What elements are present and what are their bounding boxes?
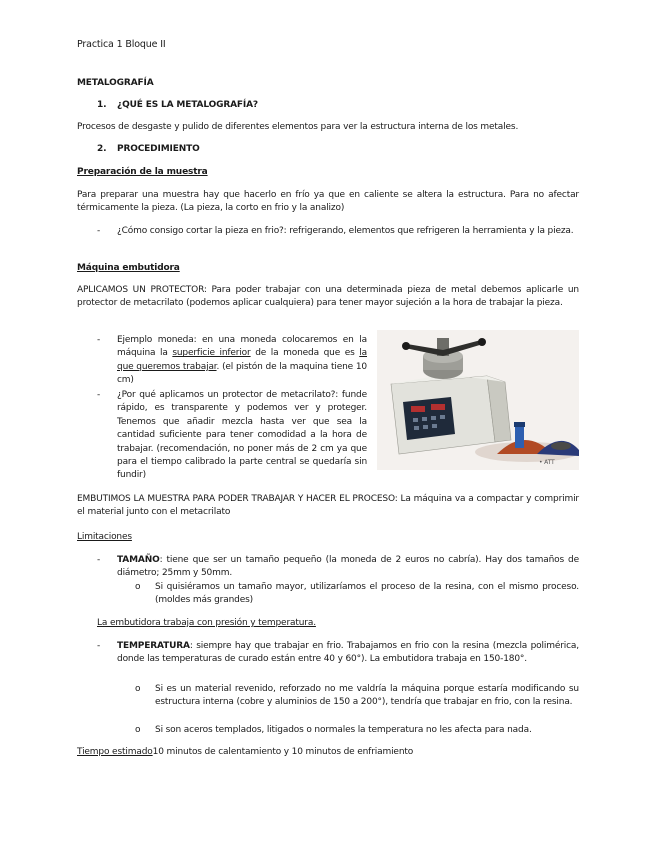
- paragraph: APLICAMOS UN PROTECTOR: Para poder trabajar con una determinada pieza de metal debemos aplicarle un protector de metacrilato (podemos aplicar cualquiera) para tener mayor sujeción a la hora de trabajar la pieza.: [77, 285, 579, 309]
- bold-label: TEMPERATURA: [117, 641, 190, 651]
- bullet-dash: -: [97, 335, 101, 345]
- underlined-text: superficie inferior: [172, 348, 251, 359]
- text-span: de la moneda que es: [250, 348, 360, 359]
- sub-bullet-text: Si es un material revenido, reforzado no me valdría la máquina porque estaría modificando su estructura interna (cobre y aluminios de 150 a 200°), tendría que trabajar en frio, con la resina.: [155, 684, 579, 708]
- bullet-dash: -: [97, 555, 101, 565]
- embedding-machine-photo: [377, 330, 579, 470]
- underlined-text: Tiempo estimado: [77, 747, 153, 757]
- paragraph: La embutidora trabaja con presión y temperatura.: [97, 618, 316, 628]
- paragraph: EMBUTIMOS LA MUESTRA PARA PODER TRABAJAR Y HACER EL PROCESO: La máquina va a compactar y comprimir el material junto con el metacrilato: [77, 494, 579, 518]
- bullet-text: [117, 640, 579, 667]
- bold-label: TAMAÑO: [117, 555, 160, 565]
- bullet-circle: o: [135, 582, 141, 592]
- bullet-dash: -: [97, 226, 101, 236]
- text-span: : tiene que ser un tamaño pequeño (la moneda de 2 euros no cabría). Hay dos tamaños de diámetro; 25mm y 50mm.: [117, 555, 579, 579]
- subsection-heading: Máquina embutidora: [77, 263, 180, 273]
- subsection-heading: Preparación de la muestra: [77, 167, 208, 177]
- paragraph: [77, 746, 579, 759]
- machine-illustration: [377, 330, 579, 470]
- section-number: 1.: [97, 100, 107, 110]
- sub-bullet-text: Si quisiéramos un tamaño mayor, utilizaríamos el proceso de la resina, con el mismo proceso. (moldes más grandes): [155, 582, 579, 606]
- sub-bullet-text: Si son aceros templados, litigados o normales la temperatura no les afecta para nada.: [155, 725, 532, 735]
- text-span: Ejemplo moneda: en una moneda colocaremos en la máquina la: [117, 335, 367, 359]
- document-title: METALOGRAFÍA: [77, 78, 154, 88]
- text-span: . (el pistón de la maquina tiene 10 cm): [117, 361, 367, 386]
- section-number: 2.: [97, 144, 107, 154]
- bullet-text: [117, 334, 367, 388]
- page-header: Practica 1 Bloque II: [77, 39, 166, 50]
- bullet-text: ¿Cómo consigo cortar la pieza en frio?: refrigerando, elementos que refrigeren la herramienta y la pieza.: [117, 226, 574, 236]
- bullet-text: [117, 554, 579, 581]
- section-heading: ¿QUÉ ES LA METALOGRAFÍA?: [117, 100, 258, 110]
- text-span: : siempre hay que trabajar en frio. Trabajamos en frio con la resina (mezcla polimérica, donde las temperaturas de curado están entre 40 y 60°). La embutidora trabaja en 150-180°.: [117, 641, 579, 665]
- bullet-circle: o: [135, 725, 141, 735]
- paragraph: Para preparar una muestra hay que hacerlo en frío ya que en caliente se altera la estructura. Para no afectar térmicamente la pieza. (La pieza, la corto en frio y la analizo): [77, 190, 579, 214]
- section-heading: PROCEDIMIENTO: [117, 144, 200, 154]
- photo-brand-mark: • ATT: [539, 459, 555, 466]
- bullet-dash: -: [97, 390, 101, 400]
- subsection-heading: Limitaciones: [77, 532, 132, 542]
- paragraph: Procesos de desgaste y pulido de diferentes elementos para ver la estructura interna de los metales.: [77, 122, 519, 132]
- bullet-text: ¿Por qué aplicamos un protector de metacrilato?: funde rápido, es transparente y podemos ver y proteger. Tenemos que añadir mezcla hasta ver que sea la cantidad suficiente para tener comodidad a la hora de trabajar. (recomendación, no poner más de 2 cm ya que para el tiempo calibrado la parte central se quedaría sin fundir): [117, 390, 367, 481]
- underlined-text: la que queremos trabajar: [117, 348, 367, 372]
- text-span: 10 minutos de calentamiento y 10 minutos de enfriamiento: [152, 747, 414, 757]
- bullet-circle: o: [135, 684, 141, 694]
- bullet-dash: -: [97, 641, 101, 651]
